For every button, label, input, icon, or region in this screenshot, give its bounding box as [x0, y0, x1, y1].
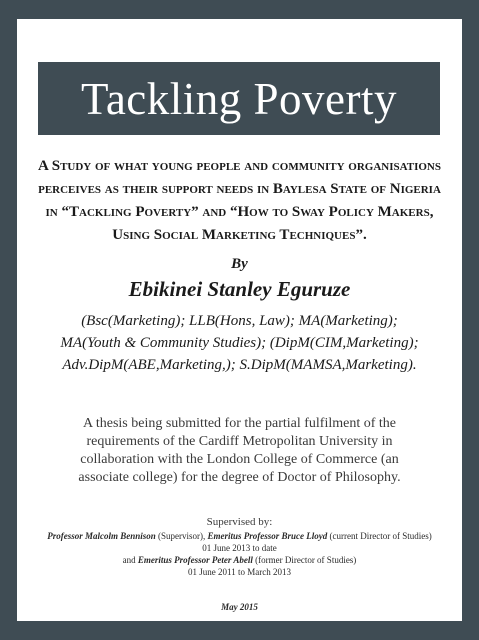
former-supervision-period: 01 June 2011 to March 2013	[188, 567, 291, 577]
director-role: (current Director of Studies)	[327, 531, 432, 541]
thesis-statement	[45, 415, 434, 487]
supervisor-name: Professor Malcolm Bennison	[47, 531, 156, 541]
document-subtitle: A Study of what young people and community organisations perceives as their support needs in Baylesa State of Nigeria in “Tackling Poverty” and “How to Sway Policy Makers, Using Social Marketing Techniques”.	[37, 158, 441, 243]
qualification-line: MA(Youth & Community Studies); (DipM(CIM,Marketing);	[60, 335, 419, 351]
title-banner	[38, 62, 440, 135]
submission-date: May 2015	[221, 602, 258, 612]
former-director-name: Emeritus Professor Peter Abell	[137, 555, 253, 565]
qualification-line: Adv.DipM(ABE,Marketing,); S.DipM(MAMSA,Marketing).	[62, 357, 417, 373]
supervisor-line	[17, 531, 462, 541]
author-name: Ebikinei Stanley Eguruze	[128, 277, 351, 301]
thesis-line: associate college) for the degree of Doctor of Philosophy.	[78, 470, 401, 485]
thesis-line: collaboration with the London College of Commerce (an	[80, 452, 399, 467]
qualification-line: (Bsc(Marketing); LLB(Hons, Law); MA(Marketing);	[81, 313, 398, 329]
director-name: Emeritus Professor Bruce Lloyd	[207, 531, 328, 541]
document-title: Tackling Poverty	[80, 73, 398, 124]
cover-page	[17, 19, 462, 621]
author-qualifications	[27, 310, 452, 376]
supervision-period: 01 June 2013 to date	[202, 543, 277, 553]
and-text: and	[122, 555, 138, 565]
former-director-line	[17, 555, 462, 565]
by-label: By	[231, 256, 248, 272]
thesis-line: A thesis being submitted for the partial fulfilment of the	[83, 416, 396, 431]
former-director-role: (former Director of Studies)	[252, 555, 357, 565]
thesis-line: requirements of the Cardiff Metropolitan University in	[86, 434, 393, 449]
supervised-heading: Supervised by:	[206, 516, 273, 528]
supervisor-role: (Supervisor),	[155, 531, 208, 541]
